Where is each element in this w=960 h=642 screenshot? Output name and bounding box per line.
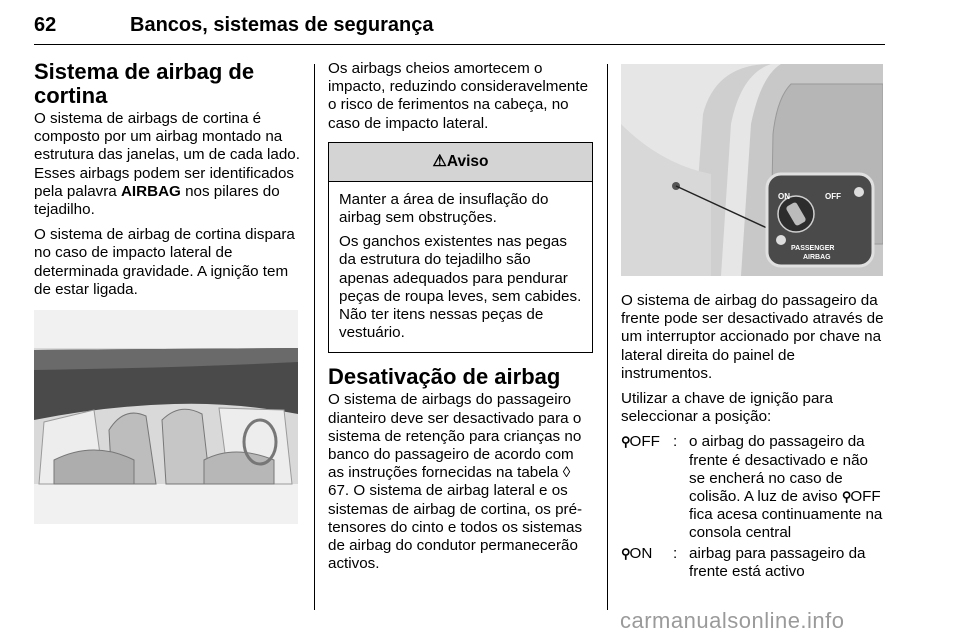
airbag-deactivation-paragraph (328, 391, 593, 573)
switch-on-label: ON (778, 192, 790, 201)
warning-header (329, 143, 592, 182)
airbag-off-warning-icon: ⚲ (841, 489, 851, 505)
airbag-switch-illustration (621, 64, 883, 276)
para-text: nos pilares do tejadilho. (34, 182, 280, 219)
passenger-airbag-paragraph-1: O sistema de airbag do passageiro da frente pode ser desactivado através de um interruptor accionado por chave na lateral direita do painel de instrumentos. (621, 292, 884, 382)
column-divider-2 (607, 64, 608, 610)
curtain-airbag-paragraph-1 (34, 110, 304, 219)
option-separator: : (673, 544, 678, 562)
option-key-text: ON (629, 544, 653, 562)
section-heading-curtain-airbag: Sistema de airbag de cortina (34, 59, 255, 108)
option-off (621, 433, 886, 542)
warning-paragraph-2: Os ganchos existentes nas pegas da estrutura do tejadilho são apenas adequados para pendurar peças de roupa leves, sem cabides. Não ter itens nessas peças de vestuário. (339, 233, 582, 342)
inline-off-key: OFF (850, 488, 881, 506)
section-heading-airbag-deactivation: Desativação de airbag (328, 364, 561, 390)
column-2 (328, 60, 593, 580)
passenger-airbag-label-1: PASSENGER (791, 245, 835, 252)
passenger-airbag-switch-figure (621, 64, 883, 276)
warning-title: Aviso (446, 152, 489, 170)
option-on (621, 545, 886, 581)
option-text: fica acesa continuamente na consola central (689, 506, 883, 542)
watermark: carmanualsonline.info (620, 608, 845, 633)
passenger-airbag-paragraph-2: Utilizar a chave de ignição para seleccionar a posição: (621, 390, 833, 426)
page-reference-icon: ◊ (562, 464, 571, 482)
car-interior-illustration (34, 310, 298, 524)
chapter-title: Bancos, sistemas de segurança (130, 14, 434, 36)
option-separator: : (673, 433, 678, 451)
passenger-airbag-label-2: AIRBAG (803, 254, 831, 261)
page-header (34, 6, 884, 46)
option-on-description: airbag para passageiro da frente está activo (689, 544, 866, 580)
option-off-description (689, 433, 886, 542)
page-reference-link[interactable]: 67 (328, 482, 345, 500)
option-key-text: OFF (629, 433, 660, 451)
para-text: . O sistema de airbag lateral e os sistemas de airbag de cortina, os pré-tensores do cinto e todos os sistemas de airbag do condutor permanecerão activos. (328, 482, 583, 573)
para-text: O sistema de airbags do passageiro dianteiro deve ser desactivado para o sistema de retenção para crianças no banco do passageiro de acordo com as instruções fornecidas na tabela (328, 391, 582, 482)
warning-box (328, 142, 593, 354)
header-rule (34, 44, 885, 45)
airbag-on-icon: ⚲ (621, 545, 630, 561)
column-1 (34, 60, 304, 306)
warning-paragraph-1: Manter a área de insuflação do airbag sem obstruções. (339, 190, 549, 227)
column-3 (621, 292, 886, 581)
page-number: 62 (34, 14, 57, 36)
airbag-keyword: AIRBAG (120, 182, 181, 200)
option-off-key (621, 433, 673, 542)
column-divider-1 (314, 64, 315, 610)
warning-body (329, 182, 592, 353)
airbag-off-icon: ⚲ (621, 434, 630, 450)
option-text: o airbag do passageiro da frente é desactivado e não se encherá no caso de colisão. A luz de aviso (689, 433, 869, 506)
option-on-key (621, 545, 673, 581)
switch-off-label: OFF (825, 192, 841, 201)
inflated-airbags-paragraph: Os airbags cheios amortecem o impacto, reduzindo consideravelmente o risco de ferimentos na cabeça, no caso de impacto lateral. (328, 60, 589, 132)
curtain-airbag-paragraph-2: O sistema de airbag de cortina dispara no caso de impacto lateral de determinada gravidade. A ignição tem de estar ligada. (34, 226, 295, 298)
warning-triangle-icon: ⚠ (432, 152, 447, 170)
car-interior-figure (34, 310, 298, 524)
para-text: O sistema de airbags de cortina é composto por um airbag montado na estrutura das janelas, um de cada lado. Esses airbags podem ser identificados pela palavra (34, 110, 300, 200)
